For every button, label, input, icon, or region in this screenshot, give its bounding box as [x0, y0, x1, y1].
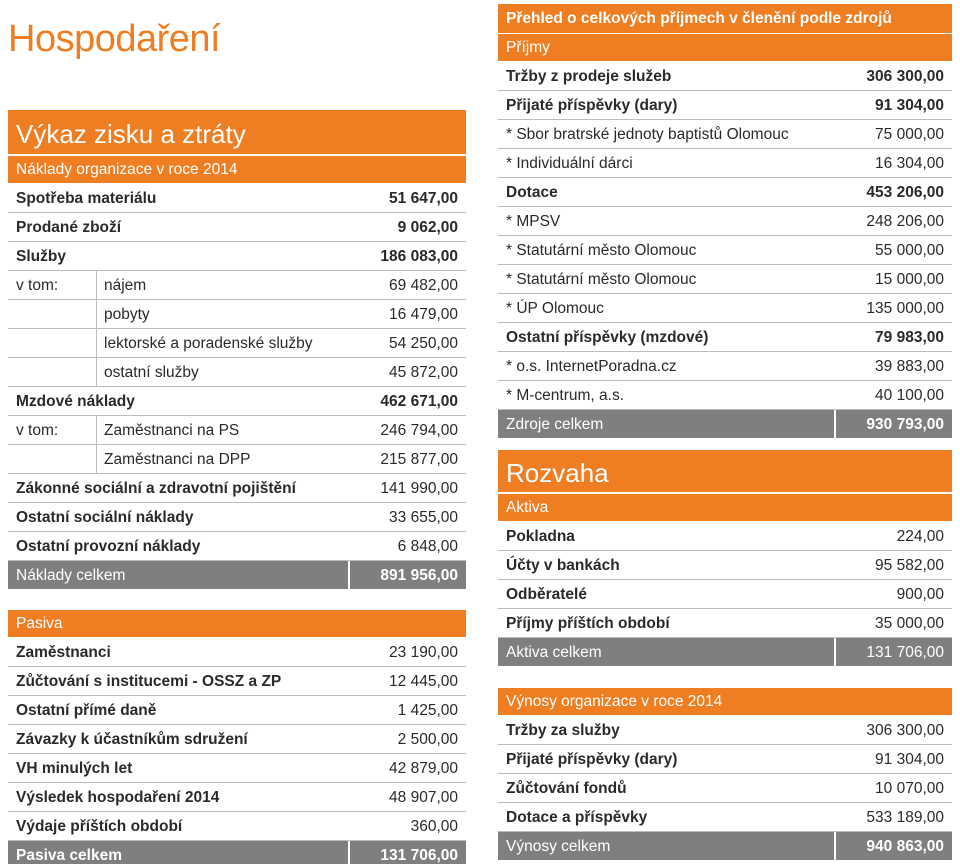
table-row [498, 352, 952, 381]
row-prefix: v tom: [16, 422, 59, 439]
prehled-title: Přehled o celkových příjmech v členění podle zdrojů [498, 4, 952, 34]
total-value: 940 863,00 [866, 838, 944, 855]
row-value: 1 425,00 [397, 702, 458, 719]
row-label: pobyty [104, 306, 150, 323]
row-value: 12 445,00 [389, 673, 458, 690]
row-value: 141 990,00 [380, 480, 458, 497]
table-row [8, 503, 466, 532]
table-row [8, 271, 466, 300]
row-label: * Statutární město Olomouc [506, 271, 697, 288]
row-value: 900,00 [896, 586, 944, 603]
table-row [498, 551, 952, 580]
table-row [8, 184, 466, 213]
row-label: Prodané zboží [16, 219, 122, 236]
table-row [498, 609, 952, 638]
total-label: Zdroje celkem [506, 416, 604, 433]
total-value: 131 706,00 [866, 644, 944, 661]
row-label: Zaměstnanci na PS [104, 422, 240, 439]
row-label: Odběratelé [506, 586, 587, 603]
aktiva-section-header: Aktiva [498, 494, 952, 522]
row-label: Tržby za služby [506, 722, 620, 739]
row-label: Dotace a příspěvky [506, 809, 648, 826]
row-label: Zaměstnanci na DPP [104, 451, 251, 468]
table-row [498, 294, 952, 323]
row-label: Zákonné sociální a zdravotní pojištění [16, 480, 296, 497]
pasiva-total-row [8, 841, 466, 864]
page-title: Hospodaření [8, 18, 221, 60]
row-label: Zůčtování s institucemi - OSSZ a ZP [16, 673, 282, 690]
row-label: Účty v bankách [506, 557, 620, 574]
row-value: 15 000,00 [875, 271, 944, 288]
row-value: 75 000,00 [875, 126, 944, 143]
row-label: ostatní služby [104, 364, 199, 381]
row-value: 51 647,00 [389, 190, 458, 207]
row-label: * ÚP Olomouc [506, 300, 604, 317]
row-value: 40 100,00 [875, 387, 944, 404]
total-label: Aktiva celkem [506, 644, 602, 661]
table-row [8, 416, 466, 445]
row-value: 33 655,00 [389, 509, 458, 526]
row-label: * MPSV [506, 213, 561, 230]
row-value: 42 879,00 [389, 760, 458, 777]
row-label: Závazky k účastníkům sdružení [16, 731, 248, 748]
row-value: 79 983,00 [875, 329, 944, 346]
table-row [498, 265, 952, 294]
row-value: 95 582,00 [875, 557, 944, 574]
row-value: 23 190,00 [389, 644, 458, 661]
row-label: Tržby z prodeje služeb [506, 68, 672, 85]
row-value: 135 000,00 [866, 300, 944, 317]
table-row [8, 783, 466, 812]
row-value: 91 304,00 [875, 97, 944, 114]
naklady-total-row [8, 561, 466, 590]
table-row [8, 667, 466, 696]
table-row [498, 149, 952, 178]
rozvaha-panel [498, 450, 952, 667]
table-row [8, 725, 466, 754]
row-value: 16 479,00 [389, 306, 458, 323]
row-label: Zaměstnanci [16, 644, 111, 661]
row-value: 215 877,00 [380, 451, 458, 468]
row-value: 55 000,00 [875, 242, 944, 259]
row-value: 306 300,00 [866, 68, 944, 85]
vykaz-panel [8, 110, 466, 864]
row-value: 224,00 [896, 528, 944, 545]
row-value: 45 872,00 [389, 364, 458, 381]
table-row [8, 300, 466, 329]
row-value: 69 482,00 [389, 277, 458, 294]
vynosy-total-row [498, 832, 952, 861]
row-value: 462 671,00 [380, 393, 458, 410]
rozvaha-title: Rozvaha [498, 450, 952, 494]
table-row [498, 62, 952, 91]
row-label: Přijaté příspěvky (dary) [506, 751, 678, 768]
row-label: lektorské a poradenské služby [104, 335, 313, 352]
total-value: 930 793,00 [866, 416, 944, 433]
zdroje-total-row [498, 410, 952, 439]
row-value: 48 907,00 [389, 789, 458, 806]
row-value: 248 206,00 [866, 213, 944, 230]
row-value: 39 883,00 [875, 358, 944, 375]
table-row [498, 323, 952, 352]
row-value: 54 250,00 [389, 335, 458, 352]
row-label: Ostatní příspěvky (mzdové) [506, 329, 709, 346]
table-row [8, 242, 466, 271]
row-label: Mzdové náklady [16, 393, 135, 410]
table-row [8, 329, 466, 358]
row-value: 186 083,00 [380, 248, 458, 265]
table-row [498, 178, 952, 207]
table-row [8, 474, 466, 503]
row-value: 360,00 [410, 818, 458, 835]
row-prefix: v tom: [16, 277, 59, 294]
naklady-section-header: Náklady organizace v roce 2014 [8, 156, 466, 184]
table-row [8, 696, 466, 725]
total-label: Pasiva celkem [16, 847, 123, 864]
row-label: Ostatní provozní náklady [16, 538, 201, 555]
row-value: 35 000,00 [875, 615, 944, 632]
table-row [498, 803, 952, 832]
total-value: 891 956,00 [380, 567, 458, 584]
row-label: VH minulých let [16, 760, 133, 777]
row-label: * Sbor bratrské jednoty baptistů Olomouc [506, 126, 789, 143]
aktiva-total-row [498, 638, 952, 667]
row-label: Ostatní přímé daně [16, 702, 157, 719]
table-row [498, 745, 952, 774]
row-label: Ostatní sociální náklady [16, 509, 194, 526]
table-row [498, 381, 952, 410]
table-row [8, 812, 466, 841]
row-label: * Statutární město Olomouc [506, 242, 697, 259]
row-value: 533 189,00 [866, 809, 944, 826]
pasiva-section-header: Pasiva [8, 610, 466, 638]
row-label: * M-centrum, a.s. [506, 387, 624, 404]
vynosy-panel [498, 688, 952, 861]
table-row [8, 638, 466, 667]
row-label: Pokladna [506, 528, 575, 545]
table-row [498, 91, 952, 120]
table-row [498, 774, 952, 803]
row-label: * o.s. InternetPoradna.cz [506, 358, 677, 375]
row-value: 91 304,00 [875, 751, 944, 768]
table-row [498, 580, 952, 609]
row-value: 453 206,00 [866, 184, 944, 201]
prehled-panel [498, 4, 952, 439]
row-label: Služby [16, 248, 66, 265]
row-label: nájem [104, 277, 147, 294]
row-label: Spotřeba materiálu [16, 190, 157, 207]
table-row [8, 445, 466, 474]
row-value: 16 304,00 [875, 155, 944, 172]
row-value: 10 070,00 [875, 780, 944, 797]
table-row [8, 387, 466, 416]
total-value: 131 706,00 [380, 847, 458, 864]
total-label: Náklady celkem [16, 567, 126, 584]
table-row [498, 207, 952, 236]
table-row [498, 120, 952, 149]
row-label: Výdaje příštích období [16, 818, 183, 835]
row-value: 246 794,00 [380, 422, 458, 439]
row-value: 9 062,00 [397, 219, 458, 236]
table-row [498, 522, 952, 551]
row-label: Dotace [506, 184, 558, 201]
vynosy-section-header: Výnosy organizace v roce 2014 [498, 688, 952, 716]
row-label: * Individuální dárci [506, 155, 633, 172]
table-row [8, 754, 466, 783]
table-row [498, 236, 952, 265]
vykaz-title: Výkaz zisku a ztráty [8, 110, 466, 156]
total-label: Výnosy celkem [506, 838, 611, 855]
row-label: Příjmy příštích období [506, 615, 670, 632]
row-value: 2 500,00 [397, 731, 458, 748]
row-value: 306 300,00 [866, 722, 944, 739]
table-row [498, 716, 952, 745]
row-value: 6 848,00 [397, 538, 458, 555]
prijmy-section-header: Příjmy [498, 34, 952, 62]
row-label: Přijaté příspěvky (dary) [506, 97, 678, 114]
table-row [8, 358, 466, 387]
row-label: Zůčtování fondů [506, 780, 627, 797]
table-row [8, 532, 466, 561]
table-row [8, 213, 466, 242]
row-label: Výsledek hospodaření 2014 [16, 789, 220, 806]
